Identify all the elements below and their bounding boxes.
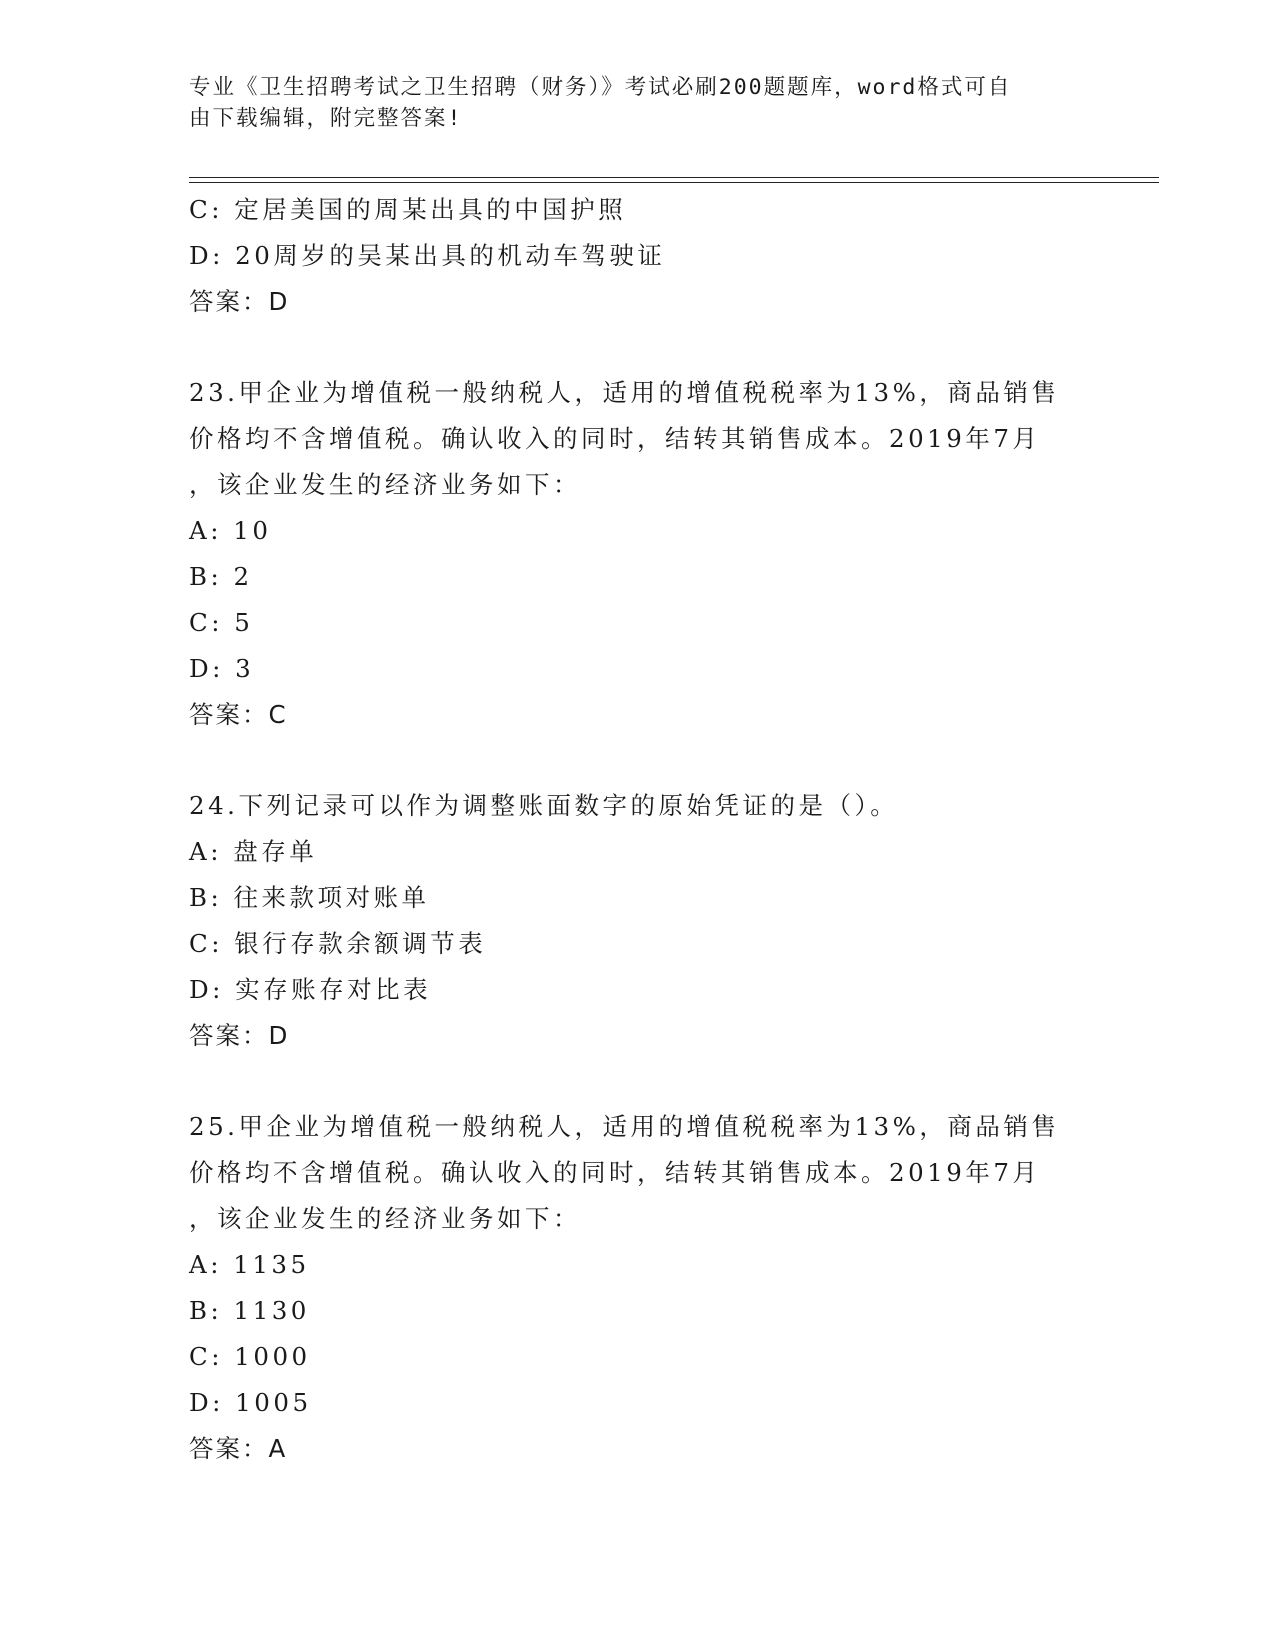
question-22-tail <box>189 187 1069 325</box>
question-stem: ，该企业发生的经济业务如下： <box>189 470 581 499</box>
question-24 <box>189 783 1069 1059</box>
header-divider-top <box>189 177 1159 178</box>
header-line-1: 专业《卫生招聘考试之卫生招聘（财务）》考试必刷200题题库，word格式可自 <box>189 75 1012 100</box>
answer: 答案：A <box>189 1434 288 1463</box>
option-a: A: 1135 <box>189 1250 310 1279</box>
option-c: C: 定居美国的周某出具的中国护照 <box>189 195 627 224</box>
option-d: D: 20周岁的吴某出具的机动车驾驶证 <box>189 241 666 270</box>
option-b: B: 2 <box>189 562 253 591</box>
option-d: D: 3 <box>189 654 255 683</box>
spacer <box>189 1059 1069 1104</box>
answer: 答案：D <box>189 1021 290 1050</box>
option-c: C: 5 <box>189 608 254 637</box>
question-list <box>189 187 1069 1472</box>
question-stem: 23.甲企业为增值税一般纳税人，适用的增值税税率为13%，商品销售 <box>189 378 1060 407</box>
question-25 <box>189 1104 1069 1472</box>
question-stem: 25.甲企业为增值税一般纳税人，适用的增值税税率为13%，商品销售 <box>189 1112 1060 1141</box>
option-d: D: 1005 <box>189 1388 312 1417</box>
option-a: A: 盘存单 <box>189 837 318 866</box>
header-divider-bottom <box>189 182 1159 183</box>
answer: 答案：C <box>189 700 288 729</box>
option-a: A: 10 <box>189 516 272 545</box>
answer: 答案：D <box>189 287 290 316</box>
question-stem: 价格均不含增值税。确认收入的同时，结转其销售成本。2019年7月 <box>189 1158 1041 1187</box>
question-stem: ，该企业发生的经济业务如下： <box>189 1204 581 1233</box>
question-stem: 24.下列记录可以作为调整账面数字的原始凭证的是（）。 <box>189 791 899 820</box>
option-d: D: 实存账存对比表 <box>189 975 432 1004</box>
spacer <box>189 738 1069 783</box>
header-line-2: 由下载编辑，附完整答案! <box>189 106 463 131</box>
option-c: C: 银行存款余额调节表 <box>189 929 487 958</box>
option-b: B: 1130 <box>189 1296 310 1325</box>
question-23 <box>189 370 1069 738</box>
page-header <box>189 72 1069 134</box>
spacer <box>189 325 1069 370</box>
option-b: B: 往来款项对账单 <box>189 883 430 912</box>
question-stem: 价格均不含增值税。确认收入的同时，结转其销售成本。2019年7月 <box>189 424 1041 453</box>
option-c: C: 1000 <box>189 1342 311 1371</box>
